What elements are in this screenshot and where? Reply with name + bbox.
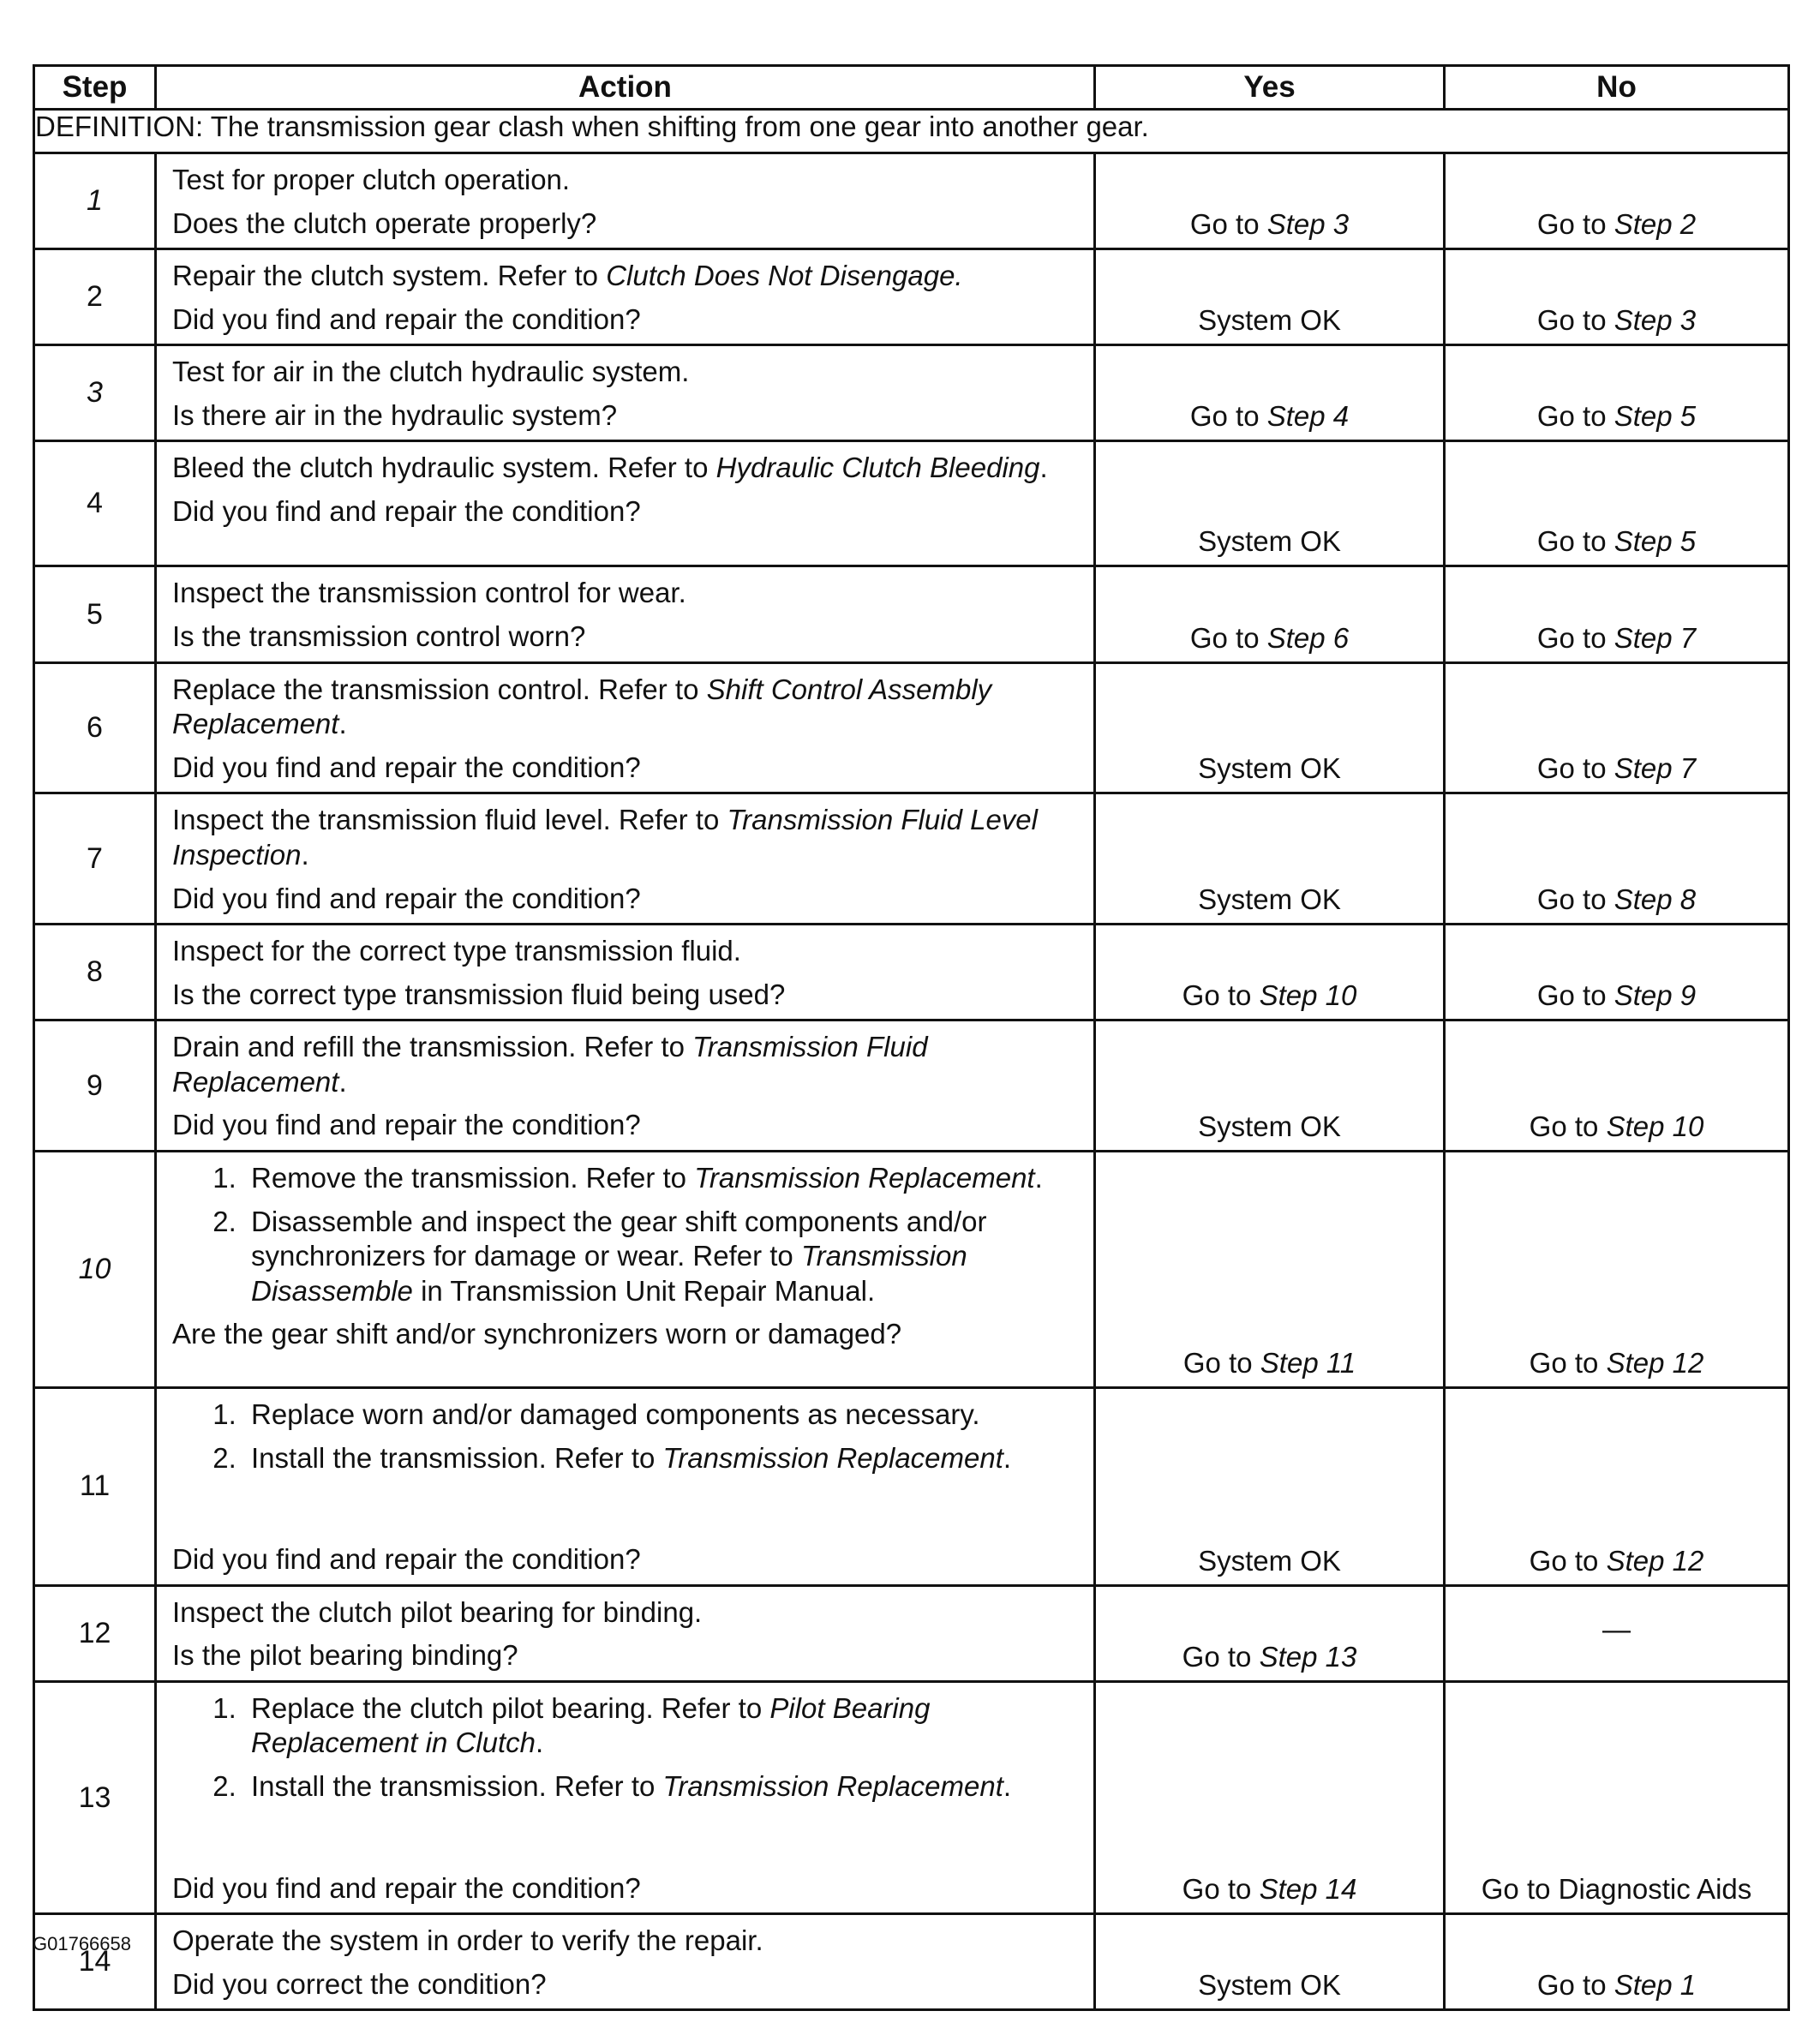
action-substep [244,1398,1076,1433]
no-result-text: Go to [1536,883,1614,916]
action-question: Did you find and repair the condition? [172,495,641,528]
step-number: 9 [34,1020,156,1152]
action-cell [156,1151,1095,1387]
procedure-reference: Transmission Fluid Replacement [172,1031,928,1098]
yes-result [1095,925,1445,1020]
diagnostic-table [33,64,1790,2011]
yes-result [1095,793,1445,925]
substep-text-tail: . [1034,1161,1043,1194]
procedure-reference: Transmission Replacement [662,1770,1003,1803]
action-cell [156,1681,1095,1913]
action-text [172,259,1076,294]
action-instruction: Inspect for the correct type transmission fluid. [172,935,741,967]
no-result-text: Go to [1536,525,1614,558]
spacer [172,1484,1076,1534]
yes-step-reference: Step 4 [1266,400,1350,433]
action-substep [244,1769,1076,1805]
action-text [172,163,1076,198]
action-instruction-tail: . [338,1065,347,1098]
no-result [1445,925,1789,1020]
substep-text: Install the transmission. Refer to [251,1770,663,1803]
step-number: 7 [34,793,156,925]
substep-text-tail: in Transmission Unit Repair Manual. [412,1274,876,1307]
substep-text: Remove the transmission. Refer to [251,1161,695,1194]
no-result-text: Go to [1536,752,1614,785]
procedure-reference: Transmission Replacement [694,1161,1035,1194]
no-result-text: Go to [1536,621,1614,654]
step-row-14 [34,1914,1789,2010]
action-cell [156,249,1095,345]
header-row [34,66,1789,110]
action-text [172,451,1076,486]
action-question: Is the pilot bearing binding? [172,1639,518,1672]
no-step-reference: Step 1 [1613,1969,1697,2002]
yes-result [1095,662,1445,793]
step-number: 6 [34,662,156,793]
action-question: Did you find and repair the condition? [172,882,641,914]
procedure-reference: Transmission Replacement [662,1441,1003,1474]
action-cell [156,1020,1095,1152]
header-action: Action [156,66,1095,110]
no-result-text: Go to [1529,1110,1607,1142]
yes-result-text: Go to [1189,208,1267,241]
step-number: 10 [34,1151,156,1387]
yes-result-text: System OK [1198,304,1341,337]
no-result-text: Go to [1529,1346,1607,1379]
step-row-6 [34,662,1789,793]
no-step-reference: Step 12 [1606,1346,1704,1379]
action-substep [244,1161,1076,1196]
action-steps-list [172,1398,1076,1475]
substep-text-tail: . [1003,1441,1012,1474]
yes-result-text: Go to [1182,1640,1260,1673]
action-text [172,1030,1076,1099]
no-result-text: Go to [1536,1969,1614,2002]
procedure-reference: Transmission Fluid Level Inspection [172,804,1038,871]
no-step-reference: Step 7 [1613,752,1697,785]
yes-result [1095,1020,1445,1152]
yes-result [1095,249,1445,345]
action-cell [156,1914,1095,2010]
action-question: Does the clutch operate properly? [172,206,597,239]
action-cell [156,1585,1095,1681]
action-instruction: Bleed the clutch hydraulic system. Refer to [172,452,716,484]
no-result [1445,662,1789,793]
step-number: 13 [34,1681,156,1913]
yes-result [1095,1914,1445,2010]
yes-step-reference: Step 6 [1266,621,1350,654]
step-row-12 [34,1585,1789,1681]
action-text [172,934,1076,969]
substep-text: Replace the clutch pilot bearing. Refer to [251,1691,770,1724]
action-instruction-tail: . [301,838,309,871]
no-step-reference: Step 9 [1613,979,1697,1012]
action-question: Did you find and repair the condition? [172,751,641,783]
action-instruction: Repair the clutch system. Refer to [172,260,607,292]
procedure-reference: Shift Control Assembly Replacement [172,673,992,740]
no-result-text: Go to [1536,400,1614,433]
step-row-9 [34,1020,1789,1152]
no-result [1445,1914,1789,2010]
yes-result [1095,1681,1445,1913]
no-result [1445,1585,1789,1681]
action-question: Did you find and repair the condition? [172,302,641,335]
no-result-text: Go to [1536,979,1614,1012]
yes-result [1095,566,1445,662]
yes-result-text: System OK [1198,752,1341,785]
yes-result-text: System OK [1198,1544,1341,1577]
step-number: 3 [34,345,156,441]
procedure-reference: Clutch Does Not Disengage. [606,260,963,292]
no-result [1445,1151,1789,1387]
no-result-text: — [1602,1613,1631,1646]
action-text [172,1595,1076,1631]
substep-text: Disassemble and inspect the gear shift components and/or synchronizers for damage or wear. Refer to [251,1205,987,1272]
action-instruction: Inspect the clutch pilot bearing for binding. [172,1595,703,1628]
no-result [1445,249,1789,345]
no-result [1445,793,1789,925]
no-result-text: Go to [1536,304,1614,337]
yes-result-text: Go to [1182,979,1260,1012]
no-step-reference: Step 2 [1613,208,1697,241]
action-instruction: Inspect the transmission fluid level. Refer to [172,804,727,836]
no-result [1445,1387,1789,1585]
action-question: Is the transmission control worn? [172,620,586,653]
spacer [172,1813,1076,1863]
action-cell [156,345,1095,441]
action-instruction: Operate the system in order to verify the repair. [172,1924,763,1957]
no-step-reference: Step 5 [1613,400,1697,433]
no-step-reference: Step 5 [1613,525,1697,558]
action-question: Did you find and repair the condition? [172,1543,641,1576]
no-result [1445,1020,1789,1152]
step-number: 11 [34,1387,156,1585]
no-result [1445,1681,1789,1913]
action-steps-list [172,1691,1076,1805]
yes-result [1095,1387,1445,1585]
yes-result [1095,1585,1445,1681]
action-cell [156,153,1095,249]
step-row-13 [34,1681,1789,1913]
step-row-7 [34,793,1789,925]
yes-result-text: Go to [1189,400,1267,433]
step-row-5 [34,566,1789,662]
yes-result [1095,345,1445,441]
yes-result-text: Go to [1189,621,1267,654]
no-result-text: Go to [1529,1544,1607,1577]
step-number: 4 [34,441,156,566]
action-question: Are the gear shift and/or synchronizers worn or damaged? [172,1318,902,1350]
no-result [1445,566,1789,662]
action-cell [156,793,1095,925]
no-result [1445,153,1789,249]
procedure-reference: Hydraulic Clutch Bleeding [715,452,1040,484]
yes-step-reference: Step 3 [1266,208,1350,241]
action-substep [244,1205,1076,1309]
no-step-reference: Step 12 [1606,1544,1704,1577]
substep-text-tail: . [1003,1770,1012,1803]
action-substep [244,1691,1076,1761]
substep-text: Replace worn and/or damaged components as necessary. [251,1398,980,1430]
yes-result-text: System OK [1198,1110,1341,1142]
action-question: Is there air in the hydraulic system? [172,398,618,431]
substep-text-tail: . [536,1727,544,1759]
no-step-reference: Step 7 [1613,621,1697,654]
action-cell [156,441,1095,566]
step-row-4 [34,441,1789,566]
figure-id: G01766658 [33,1933,131,1954]
yes-result [1095,153,1445,249]
action-question: Did you find and repair the condition? [172,1109,641,1141]
yes-step-reference: Step 13 [1259,1640,1357,1673]
action-text [172,803,1076,872]
action-instruction: Test for air in the clutch hydraulic system. [172,356,690,388]
action-instruction: Replace the transmission control. Refer to [172,673,707,705]
action-text [172,576,1076,611]
procedure-reference: Pilot Bearing Replacement in Clutch [251,1691,931,1759]
action-substep [244,1441,1076,1476]
step-number: 1 [34,153,156,249]
yes-result-text: System OK [1198,525,1341,558]
action-instruction-tail: . [338,708,347,740]
definition-row [34,110,1789,153]
no-result-text: Go to Diagnostic Aids [1481,1873,1752,1906]
action-question: Is the correct type transmission fluid being used? [172,978,786,1010]
step-row-2 [34,249,1789,345]
step-number: 12 [34,1585,156,1681]
action-instruction: Inspect the transmission control for wear. [172,577,686,609]
action-instruction: Drain and refill the transmission. Refer to [172,1031,693,1063]
step-number: 5 [34,566,156,662]
action-cell [156,662,1095,793]
yes-result [1095,1151,1445,1387]
step-row-10 [34,1151,1789,1387]
action-cell [156,566,1095,662]
step-row-3 [34,345,1789,441]
no-step-reference: Step 10 [1606,1110,1704,1142]
step-number: 2 [34,249,156,345]
action-text [172,1924,1076,1959]
step-row-11 [34,1387,1789,1585]
header-yes: Yes [1095,66,1445,110]
action-instruction-tail: . [1039,452,1048,484]
definition-text: DEFINITION: The transmission gear clash when shifting from one gear into another gear. [34,110,1789,153]
yes-result-text: System OK [1198,1969,1341,2002]
action-text [172,355,1076,390]
no-step-reference: Step 8 [1613,883,1697,916]
no-step-reference: Step 3 [1613,304,1697,337]
no-result [1445,345,1789,441]
action-text [172,673,1076,742]
step-number: 8 [34,925,156,1020]
action-question: Did you correct the condition? [172,1967,547,2000]
action-cell [156,925,1095,1020]
action-steps-list [172,1161,1076,1308]
yes-step-reference: Step 14 [1259,1873,1357,1906]
action-cell [156,1387,1095,1585]
yes-result-text: Go to [1182,1873,1260,1906]
step-row-8 [34,925,1789,1020]
action-question: Did you find and repair the condition? [172,1871,641,1904]
procedure-reference: Transmission Disassemble [251,1240,967,1307]
step-number: 14 [34,1914,156,2010]
yes-result-text: System OK [1198,883,1341,916]
header-no: No [1445,66,1789,110]
step-row-1 [34,153,1789,249]
no-result [1445,441,1789,566]
no-result-text: Go to [1536,208,1614,241]
substep-text: Install the transmission. Refer to [251,1441,663,1474]
yes-result-text: Go to [1182,1346,1260,1379]
yes-result [1095,441,1445,566]
yes-step-reference: Step 10 [1259,979,1357,1012]
header-step: Step [34,66,156,110]
yes-step-reference: Step 11 [1260,1346,1356,1379]
action-instruction: Test for proper clutch operation. [172,164,571,195]
